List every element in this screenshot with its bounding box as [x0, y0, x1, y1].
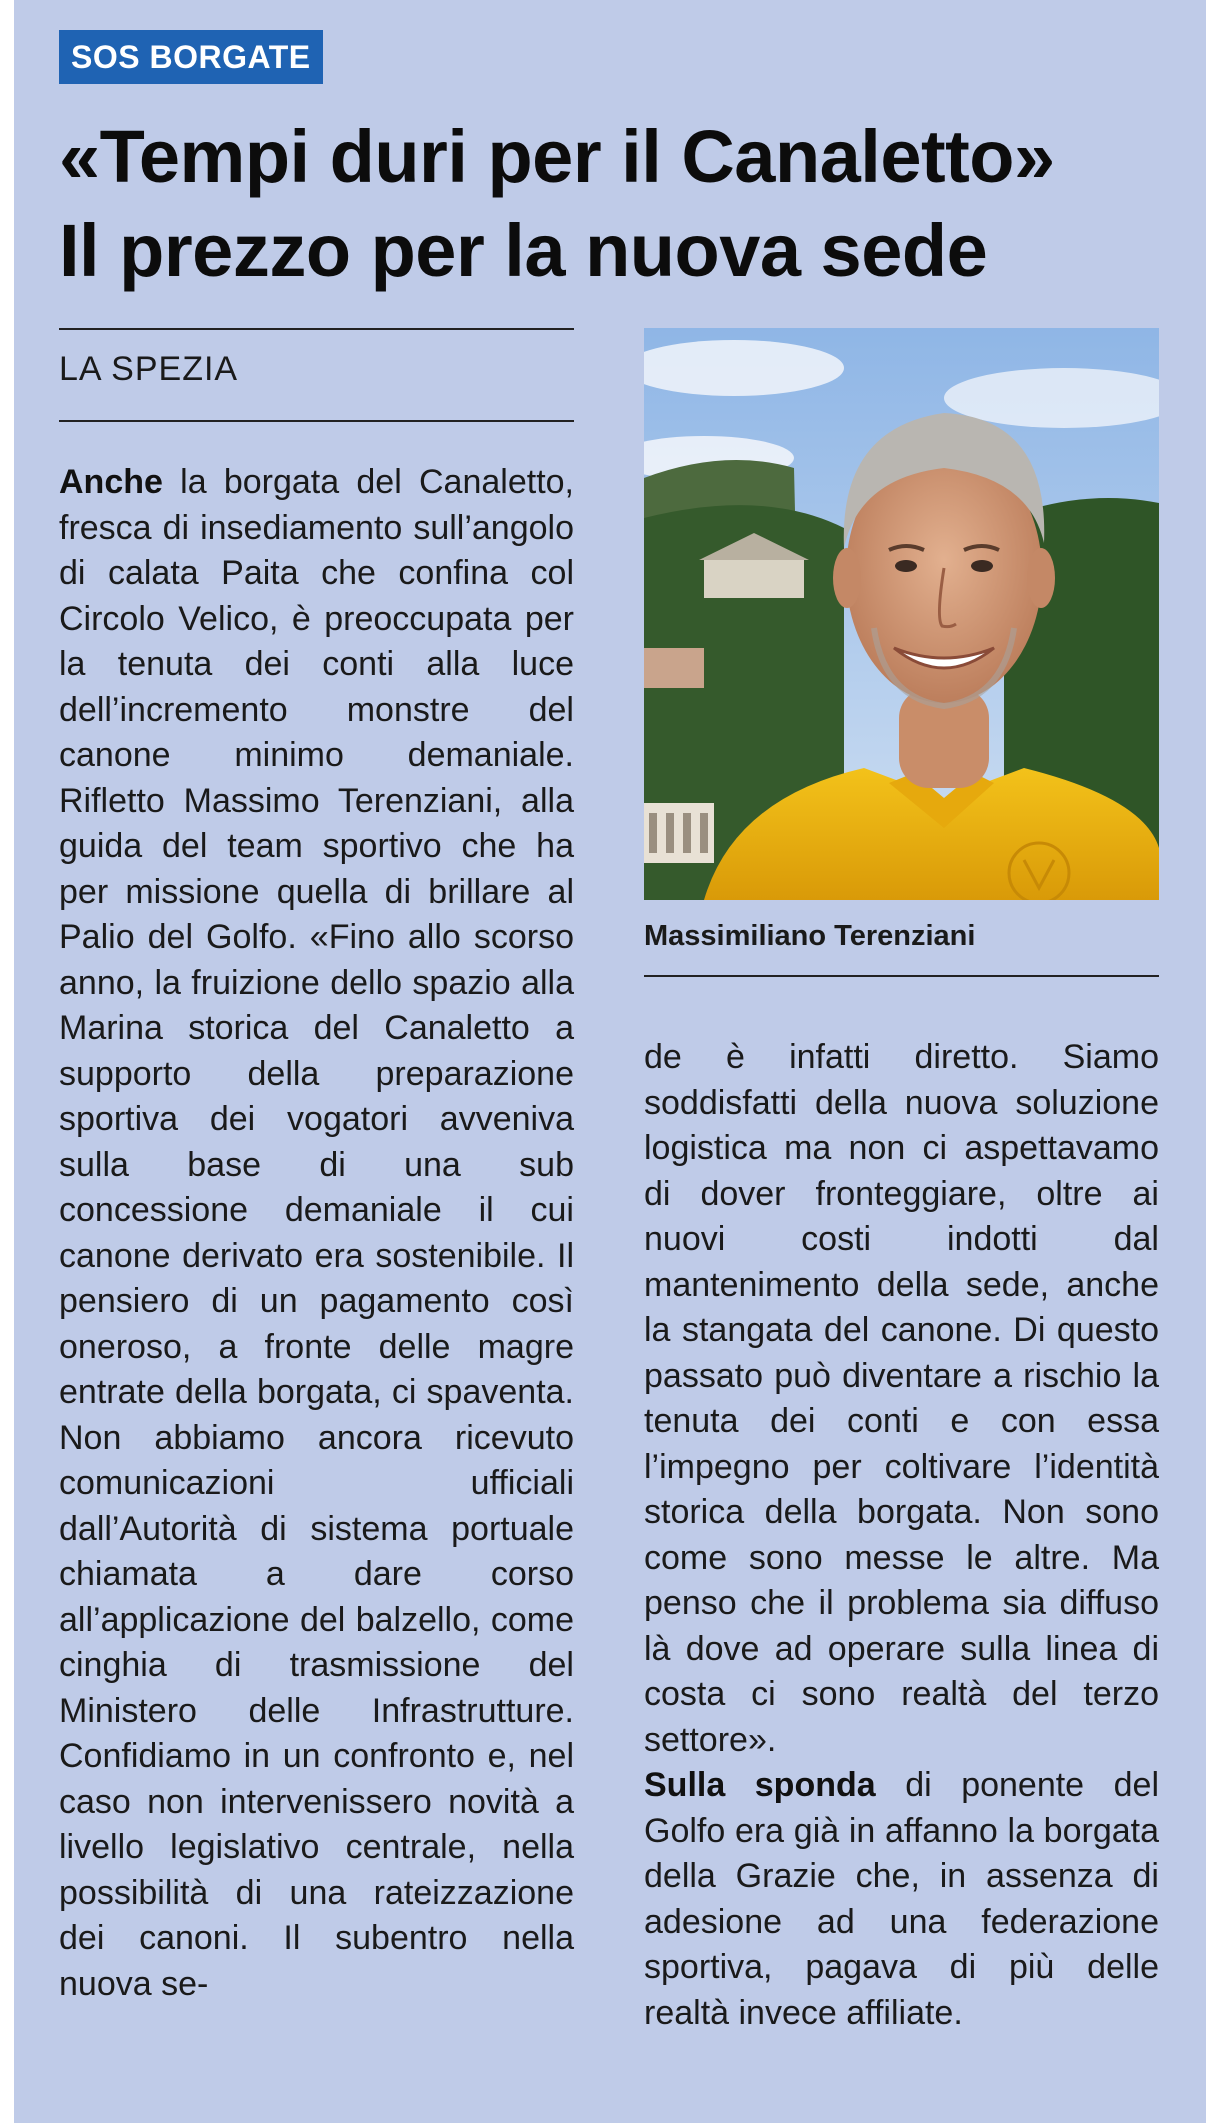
caption-rule: [644, 975, 1159, 977]
portrait-photo: [644, 328, 1159, 900]
lead-word-2: Sulla sponda: [644, 1766, 876, 1804]
newspaper-page: [14, 0, 1206, 2123]
body-text-left: la borgata del Canaletto, fresca di insediamento sull’angolo di calata Paita che confina col Circolo Velico, è preoccupata per la tenuta dei conti alla luce dell’incremento monstre del canone minimo demaniale. Rifletto Massimo Terenziani, alla guida del team sportivo che ha per missione quella di brillare al Palio del Golfo. «Fino allo scorso anno, la fruizione dello spazio alla Marina storica del Canaletto a supporto della preparazione sportiva dei vogatori avveniva sulla base di una sub concessione demaniale il cui canone derivato era sostenibile. Il pensiero di un pagamento così oneroso, a fronte delle magre entrate della borgata, ci spaventa. Non abbiamo ancora ricevuto comunicazioni ufficiali dall’Autorità di sistema portuale chiamata a dare corso all’applicazione del balzello, come cinghia di trasmissione del Ministero delle Infrastrutture. Confidiamo in un confronto e, nel caso non intervenissero novità a livello legislativo centrale, nella possibilità di una rateizzazione dei canoni. Il subentro nella nuova se-: [59, 463, 574, 2003]
dateline: LA SPEZIA: [59, 350, 239, 388]
lead-word: Anche: [59, 463, 163, 501]
article-body-right-column: [644, 1035, 1159, 2036]
dateline-rule-top: [59, 328, 574, 330]
body-text-right-2: di ponente del Golfo era già in affanno la borgata della Grazie che, in assenza di adesione ad una federazione sportiva, pagava di più delle realtà invece affiliate.: [644, 1766, 1159, 2032]
headline: [59, 110, 1189, 298]
section-tag: SOS BORGATE: [59, 30, 323, 84]
photo-caption: Massimiliano Terenziani: [644, 920, 976, 952]
dateline-rule-bottom: [59, 420, 574, 422]
headline-line-2: Il prezzo per la nuova sede: [59, 209, 988, 292]
headline-line-1: «Tempi duri per il Canaletto»: [59, 115, 1055, 198]
body-text-right-1: de è infatti diretto. Siamo soddisfatti della nuova soluzione logistica ma non ci aspettavamo di dover fronteggiare, oltre ai nuovi costi indotti dal mantenimento della sede, anche la stangata del canone. Di questo passato può diventare a rischio la tenuta dei conti e con essa l’impegno per coltivare l’identità storica della borgata. Non sono come sono messe le altre. Ma penso che il problema sia diffuso là dove ad operare sulla linea di costa ci sono realtà del terzo settore».: [644, 1038, 1159, 1759]
article-body-left-column: [59, 460, 574, 2007]
